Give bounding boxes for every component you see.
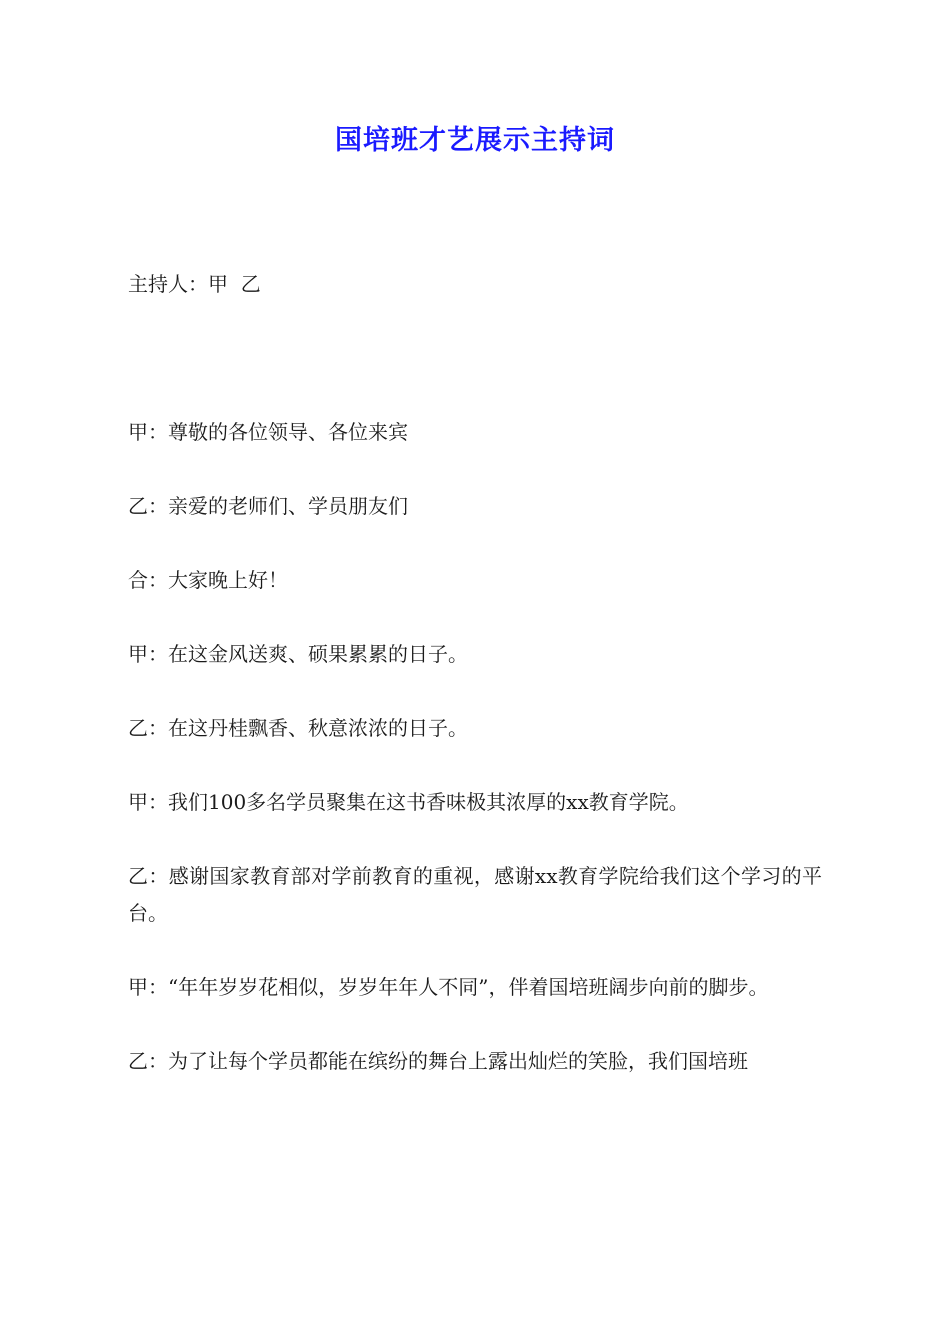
paragraph: 甲：我们100多名学员聚集在这书香味极其浓厚的xx教育学院。 bbox=[128, 790, 689, 814]
paragraph: 乙：在这丹桂飘香、秋意浓浓的日子。 bbox=[128, 716, 468, 740]
document-body bbox=[128, 414, 822, 1117]
host-line: 主持人：甲 乙 bbox=[128, 272, 261, 296]
paragraph: 乙：为了让每个学员都能在缤纷的舞台上露出灿烂的笑脸，我们国培班 bbox=[128, 1049, 748, 1073]
paragraph: 乙：感谢国家教育部对学前教育的重视，感谢xx教育学院给我们这个学习的平台。 bbox=[128, 864, 822, 925]
paragraph: 甲：尊敬的各位领导、各位来宾 bbox=[128, 420, 408, 444]
paragraph: 甲：在这金风送爽、硕果累累的日子。 bbox=[128, 642, 468, 666]
paragraph: 乙：亲爱的老师们、学员朋友们 bbox=[128, 494, 408, 518]
paragraph: 合：大家晚上好！ bbox=[128, 568, 288, 592]
paragraph: 甲：“年年岁岁花相似，岁岁年年人不同”，伴着国培班阔步向前的脚步。 bbox=[128, 975, 769, 999]
document-title: 国培班才艺展示主持词 bbox=[335, 125, 615, 156]
